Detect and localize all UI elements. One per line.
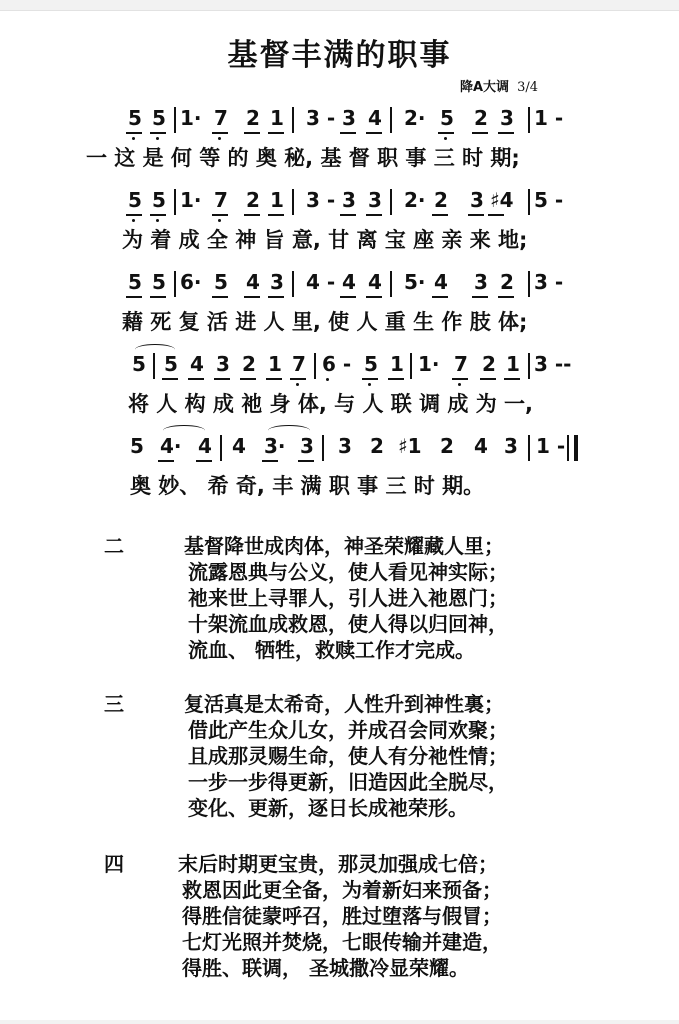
bottom-border	[0, 1020, 679, 1024]
note: 3·	[264, 434, 286, 458]
note: 3	[338, 434, 352, 458]
lower-octave-dot	[218, 137, 221, 140]
note: 1·	[180, 188, 202, 212]
note: 5	[128, 106, 142, 130]
underline	[388, 378, 404, 380]
barline	[322, 435, 324, 461]
music-row	[0, 354, 679, 378]
underline	[150, 132, 166, 134]
lyric-line: 一 这 是 何 等 的 奥 秘, 基 督 职 事 三 时 期;	[86, 146, 520, 170]
note: 1	[506, 352, 520, 376]
note: 3 -	[306, 106, 336, 130]
underline	[244, 132, 260, 134]
note: 2	[246, 188, 260, 212]
note: 1 -	[534, 106, 564, 130]
underline	[268, 214, 284, 216]
underline	[452, 378, 468, 380]
verse-line: 祂来世上寻罪人，引人进入祂恩门；	[188, 586, 508, 610]
underline	[432, 296, 448, 298]
lower-octave-dot	[156, 137, 159, 140]
note: 1	[268, 352, 282, 376]
underline	[150, 296, 166, 298]
slur	[163, 425, 205, 436]
barline	[528, 107, 530, 133]
note: 4·	[160, 434, 182, 458]
note: 5	[440, 106, 454, 130]
note: 2	[370, 434, 384, 458]
verse-line: 救恩因此更全备，为着新妇来预备；	[182, 878, 502, 902]
underline	[362, 378, 378, 380]
underline	[244, 214, 260, 216]
barline	[174, 271, 176, 297]
underline	[268, 296, 284, 298]
note: 2	[500, 270, 514, 294]
lower-octave-dot	[156, 219, 159, 222]
note: 1	[270, 106, 284, 130]
underline	[126, 296, 142, 298]
verse-line: 变化、更新，逐日长成祂荣形。	[188, 796, 468, 820]
barline	[174, 107, 176, 133]
barline	[528, 353, 530, 379]
lower-octave-dot	[326, 378, 329, 381]
note: ♯1	[398, 434, 422, 458]
note: 3	[368, 188, 382, 212]
note: 5	[152, 270, 166, 294]
note: 5	[152, 106, 166, 130]
verse-line: 流血、 牺牲，救赎工作才完成。	[188, 638, 475, 662]
note: 6·	[180, 270, 202, 294]
note: 4	[342, 270, 356, 294]
lower-octave-dot	[296, 383, 299, 386]
barline	[292, 271, 294, 297]
underline	[244, 296, 260, 298]
note: 3	[500, 106, 514, 130]
note: 4	[190, 352, 204, 376]
note: 5	[128, 270, 142, 294]
note: 3	[470, 188, 484, 212]
note: 2	[440, 434, 454, 458]
note: 3 --	[534, 352, 572, 376]
note: 1	[390, 352, 404, 376]
music-row	[0, 436, 679, 460]
underline	[196, 460, 212, 462]
underline	[214, 378, 230, 380]
verse-line: 得胜信徒蒙呼召，胜过堕落与假冒；	[182, 904, 502, 928]
underline	[162, 378, 178, 380]
note: 2	[246, 106, 260, 130]
underline	[126, 132, 142, 134]
barline	[153, 353, 155, 379]
lower-octave-dot	[458, 383, 461, 386]
underline	[212, 214, 228, 216]
note: 7	[214, 188, 228, 212]
underline	[366, 132, 382, 134]
note: 5	[214, 270, 228, 294]
barline	[528, 189, 530, 215]
note: 3	[342, 106, 356, 130]
key-label: 降A大调	[460, 80, 510, 95]
underline	[126, 214, 142, 216]
underline	[438, 132, 454, 134]
barline	[390, 189, 392, 215]
lower-octave-dot	[218, 219, 221, 222]
underline	[262, 460, 278, 462]
underline	[480, 378, 496, 380]
note: 3 -	[306, 188, 336, 212]
verse-line: 流露恩典与公义，使人看见神实际；	[188, 560, 508, 584]
note: 1	[270, 188, 284, 212]
verse-line: 借此产生众儿女，并成召会同欢聚；	[188, 718, 508, 742]
underline	[488, 214, 504, 216]
slur	[135, 344, 175, 355]
note: ♯4	[490, 188, 514, 212]
note: 5·	[404, 270, 426, 294]
underline	[498, 132, 514, 134]
verse-line: 得胜、联调， 圣城撒冷显荣耀。	[182, 956, 469, 980]
underline	[212, 296, 228, 298]
note: 3	[270, 270, 284, 294]
underline	[290, 378, 306, 380]
underline	[366, 296, 382, 298]
verse-line: 复活真是太希奇，人性升到神性裏；	[184, 692, 504, 716]
time-signature: 3/4	[517, 80, 538, 95]
lyric-line: 为 着 成 全 神 旨 意, 甘 离 宝 座 亲 来 地;	[122, 228, 528, 252]
note: 2·	[404, 188, 426, 212]
note: 3 -	[534, 270, 564, 294]
verse-line: 七灯光照并焚烧，七眼传输并建造，	[182, 930, 502, 954]
note: 4	[474, 434, 488, 458]
note: 4	[368, 270, 382, 294]
note: 2·	[404, 106, 426, 130]
verse-number: 三	[104, 692, 124, 716]
underline	[266, 378, 282, 380]
lyric-line: 藉 死 复 活 进 人 里, 使 人 重 生 作 肢 体;	[122, 310, 528, 334]
barline	[174, 189, 176, 215]
music-row	[0, 272, 679, 296]
lyric-line: 奥 妙、 希 奇, 丰 满 职 事 三 时 期。	[130, 474, 485, 498]
barline	[390, 107, 392, 133]
note: 5	[364, 352, 378, 376]
underline	[468, 214, 484, 216]
note: 2	[434, 188, 448, 212]
note: 4	[434, 270, 448, 294]
music-row	[0, 108, 679, 132]
song-title: 基督丰满的职事	[227, 38, 452, 73]
barline	[528, 435, 530, 461]
underline	[472, 296, 488, 298]
underline	[472, 132, 488, 134]
lower-octave-dot	[132, 219, 135, 222]
note: 2	[242, 352, 256, 376]
verse-line: 末后时期更宝贵，那灵加强成七倍；	[178, 852, 498, 876]
verse-line: 且成那灵赐生命，使人有分祂性情；	[188, 744, 508, 768]
lower-octave-dot	[368, 383, 371, 386]
note: 4	[368, 106, 382, 130]
note: 4 -	[306, 270, 336, 294]
note: 3	[216, 352, 230, 376]
underline	[268, 132, 284, 134]
underline	[212, 132, 228, 134]
note: 5	[132, 352, 146, 376]
note: 5	[152, 188, 166, 212]
verse-line: 基督降世成肉体，神圣荣耀藏人里；	[184, 534, 504, 558]
note: 4	[246, 270, 260, 294]
barline	[220, 435, 222, 461]
underline	[340, 132, 356, 134]
lower-octave-dot	[444, 137, 447, 140]
note: 2	[474, 106, 488, 130]
final-barline	[574, 435, 578, 461]
note: 1·	[180, 106, 202, 130]
verse-line: 十架流血成救恩，使人得以归回神，	[188, 612, 508, 636]
note: 7	[454, 352, 468, 376]
note: 4	[232, 434, 246, 458]
note: 2	[482, 352, 496, 376]
note: 3	[504, 434, 518, 458]
slur	[268, 425, 310, 436]
barline	[410, 353, 412, 379]
note: 7	[292, 352, 306, 376]
note: 1·	[418, 352, 440, 376]
note: 3	[474, 270, 488, 294]
key-signature	[460, 76, 538, 95]
note: 5	[164, 352, 178, 376]
verse-line: 一步一步得更新，旧造因此全脱尽，	[188, 770, 508, 794]
underline	[432, 214, 448, 216]
lower-octave-dot	[132, 137, 135, 140]
underline	[298, 460, 314, 462]
note: 3	[342, 188, 356, 212]
underline	[158, 460, 174, 462]
music-row	[0, 190, 679, 214]
note: 3	[300, 434, 314, 458]
note: 6 -	[322, 352, 352, 376]
verse-number: 二	[104, 534, 124, 558]
verse-number: 四	[104, 852, 124, 876]
barline	[292, 189, 294, 215]
underline	[188, 378, 204, 380]
underline	[498, 296, 514, 298]
underline	[504, 378, 520, 380]
note: 4	[198, 434, 212, 458]
underline	[366, 214, 382, 216]
note: 5	[130, 434, 144, 458]
underline	[240, 378, 256, 380]
barline	[314, 353, 316, 379]
note: 5	[128, 188, 142, 212]
underline	[340, 214, 356, 216]
underline	[340, 296, 356, 298]
barline	[292, 107, 294, 133]
note: 7	[214, 106, 228, 130]
top-border	[0, 0, 679, 11]
note: 1 -	[536, 434, 566, 458]
barline	[567, 435, 569, 461]
underline	[150, 214, 166, 216]
barline	[390, 271, 392, 297]
note: 5 -	[534, 188, 564, 212]
barline	[528, 271, 530, 297]
lyric-line: 将 人 构 成 祂 身 体, 与 人 联 调 成 为 一,	[128, 392, 533, 416]
